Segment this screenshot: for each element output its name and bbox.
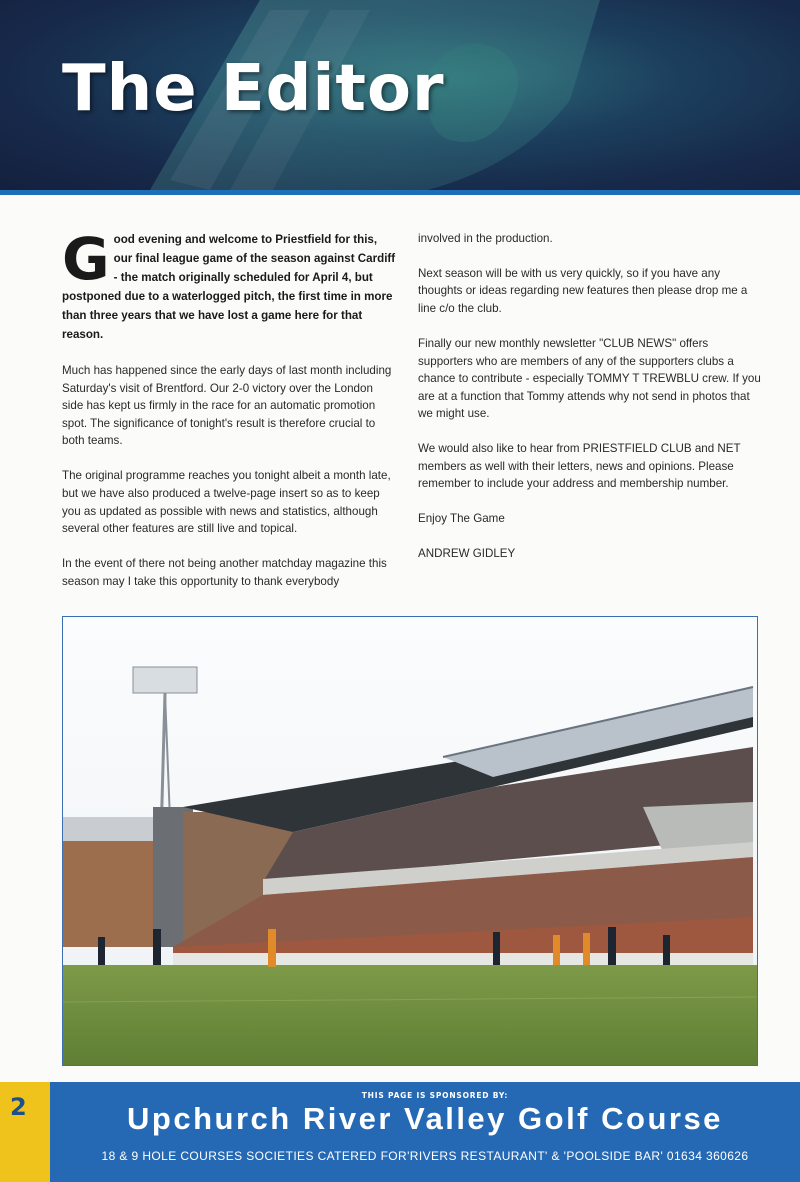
article-paragraph: In the event of there not being another matchday magazine this season may I take this opportunity to thank everybody [62,557,387,588]
article-paragraph: Much has happened since the early days of last month including Saturday's visit of Brentford. Our 2-0 victory over the London side has kept us firmly in the race for an automatic promotion spot. The significance of tonight's result is therefore crucial to both teams. [62,364,392,448]
article-paragraph: involved in the production. [418,232,553,245]
stadium-illustration [63,617,757,1065]
header-banner [0,0,800,195]
article-left-column [62,225,397,608]
sign-off: Enjoy The Game [418,512,505,526]
drop-cap: G [62,225,110,293]
page-title: The Editor [62,52,445,126]
page-number: 2 [10,1093,27,1121]
sponsor-name: Upchurch River Valley Golf Course [127,1101,723,1136]
article-paragraph: Next season will be with us very quickly, so if you have any thoughts or ideas regarding new features then please drop me a line c/o the club. [418,266,748,316]
lead-text: ood evening and welcome to Priestfield for this, our final league game of the season against Cardiff - the match originally scheduled for April 4, but postponed due to a waterlogged pitch, the first time in more than three years that we have lost a game here for that reason. [62,233,396,341]
author-name: ANDREW GIDLEY [418,547,516,561]
article-right-column [418,230,763,580]
sponsor-note: THIS PAGE IS SPONSORED BY: [361,1091,509,1100]
lead-paragraph [62,225,397,344]
article-paragraph: The original programme reaches you tonight albeit a month late, but we have also produced a twelve-page insert so as to keep you as updated as possible with news and statistics, although several other features are still live and topical. [62,469,391,536]
sponsor-details: 18 & 9 HOLE COURSES SOCIETIES CATERED FOR'RIVERS RESTAURANT' & 'POOLSIDE BAR' 01634 360626 [101,1149,749,1163]
header-rule [0,190,800,195]
stadium-photo [62,616,758,1066]
article-paragraph: We would also like to hear from PRIESTFIELD CLUB and NET members as well with their letters, news and opinions. Please remember to include your address and membership number. [418,442,741,491]
article-paragraph: Finally our new monthly newsletter "CLUB NEWS" offers supporters who are members of any of the supporters clubs a chance to contribute - especially TOMMY T TREWBLU crew. If you are at a function that Tommy attends why not send in photos that we might use. [418,336,761,421]
